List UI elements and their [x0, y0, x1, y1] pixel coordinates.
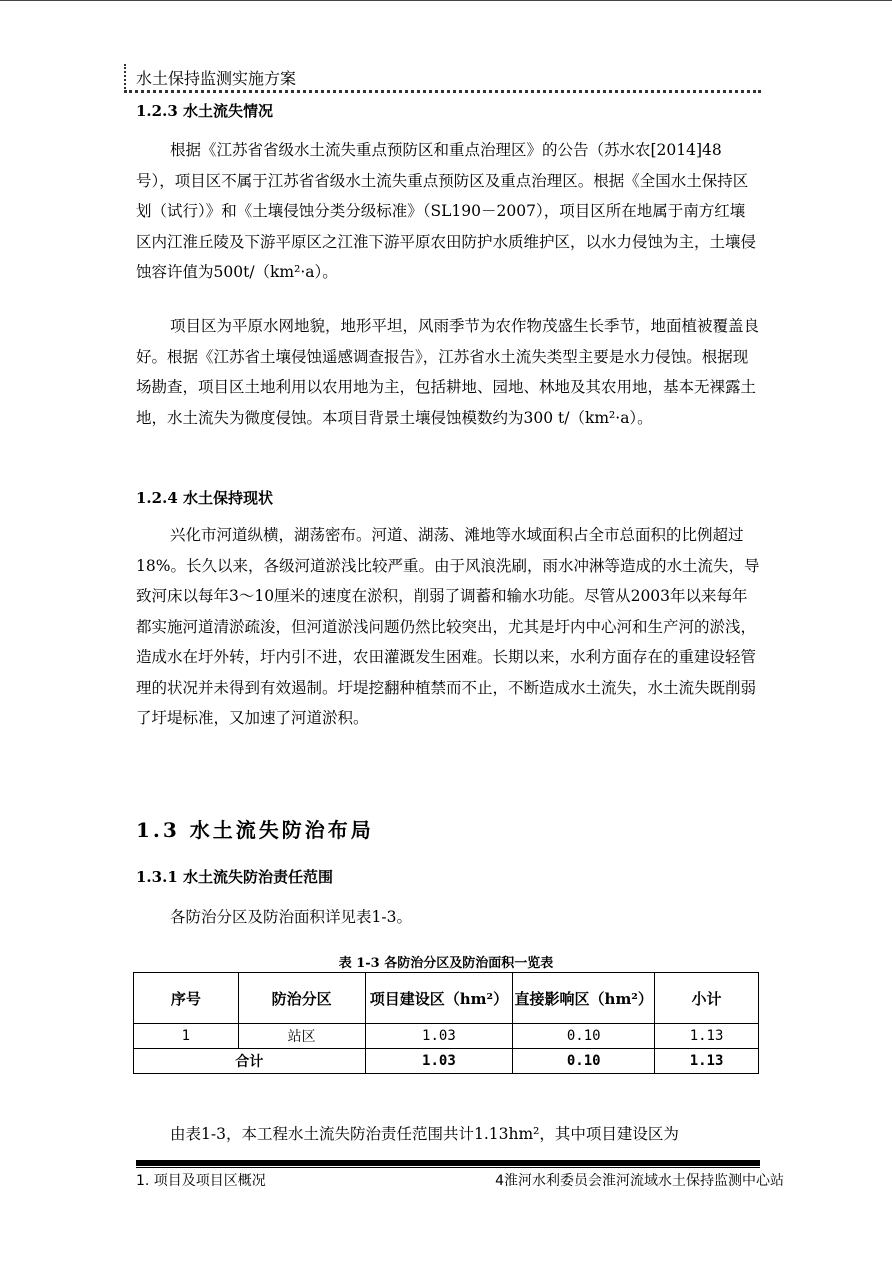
- paragraph: 项目区为平原水网地貌，地形平坦，风雨季节为农作物茂盛生长季节，地面植被覆盖良好。根据《江苏省土壤侵蚀遥感调查报告》，江苏省水土流失类型主要是水力侵蚀。根据现场勘查，项目区土地利用以农用地为主，包括耕地、园地、林地及其农用地，基本无裸露土地，水土流失为微度侵蚀。本项目背景土壤侵蚀模数约为300 t/（km²·a）。: [136, 317, 760, 427]
- table-cell: 1.03: [365, 1049, 513, 1074]
- footer-rule: [136, 1160, 760, 1166]
- table-row: [134, 1024, 759, 1049]
- table-cell: 0.10: [513, 1049, 655, 1074]
- paragraph: 各防治分区及防治面积详见表1-3。: [170, 908, 412, 926]
- table-header-row: [134, 973, 759, 1024]
- section-heading-1-3: 1.3 水土流失防治布局: [136, 818, 374, 842]
- table-cell: 1.13: [655, 1024, 759, 1049]
- table-header-cell: 直接影响区（hm²）: [513, 973, 655, 1024]
- section-heading-1-2-3: 1.2.3 水土流失情况: [136, 102, 273, 120]
- table-caption: 表 1-3 各防治分区及防治面积一览表: [338, 956, 554, 971]
- table-cell: 合计: [134, 1049, 366, 1074]
- table-cell: 1.03: [365, 1024, 513, 1049]
- table-header-cell: 小计: [655, 973, 759, 1024]
- top-border: [0, 0, 892, 1]
- table-header-cell: 防治分区: [238, 973, 365, 1024]
- section-heading-1-2-4: 1.2.4 水土保持现状: [136, 489, 273, 507]
- section-heading-1-3-1: 1.3.1 水土流失防治责任范围: [136, 868, 333, 886]
- table-header-cell: 项目建设区（hm²）: [365, 973, 513, 1024]
- table-cell: 1: [134, 1024, 239, 1049]
- paragraph: 兴化市河道纵横，湖荡密布。河道、湖荡、滩地等水域面积占全市总面积的比例超过18%。长久以来，各级河道淤浅比较严重。由于风浪洗刷，雨水冲淋等造成的水土流失，导致河床以每年3～10厘米的速度在淤积，削弱了调蓄和输水功能。尽管从2003年以来每年都实施河道清淤疏浚，但河道淤浅问题仍然比较突出，尤其是圩内中心河和生产河的淤浅，造成水在圩外转，圩内引不进，农田灌溉发生困难。长期以来，水利方面存在的重建设轻管理的状况并未得到有效遏制。圩堤挖翻种植禁而不止，不断造成水土流失，水土流失既削弱了圩堤标准，又加速了河道淤积。: [136, 526, 760, 727]
- header-title: 水土保持监测实施方案: [136, 69, 297, 88]
- table-header-cell: 序号: [134, 973, 239, 1024]
- footer-rule: [136, 1167, 760, 1168]
- table-cell: 1.13: [655, 1049, 759, 1074]
- paragraph: 由表1-3，本工程水土流失防治责任范围共计1.13hm²，其中项目建设区为: [170, 1125, 679, 1143]
- table-cell: 0.10: [513, 1024, 655, 1049]
- table-total-row: [134, 1049, 759, 1074]
- footer-chapter: 1. 项目及项目区概况: [136, 1173, 266, 1189]
- footer-organization: 4淮河水利委员会淮河流域水土保持监测中心站: [495, 1173, 784, 1189]
- area-table: [133, 972, 759, 1074]
- table-cell: 站区: [238, 1024, 365, 1049]
- page-header: [124, 64, 761, 93]
- paragraph: 根据《江苏省省级水土流失重点预防区和重点治理区》的公告（苏水农[2014]48号），项目区不属于江苏省省级水土流失重点预防区及重点治理区。根据《全国水土保持区划（试行）》和《土壤侵蚀分类分级标准》（SL190－2007），项目区所在地属于南方红壤区内江淮丘陵及下游平原区之江淮下游平原农田防护水质维护区，以水力侵蚀为主，土壤侵蚀容许值为500t/（km²·a）。: [136, 141, 757, 281]
